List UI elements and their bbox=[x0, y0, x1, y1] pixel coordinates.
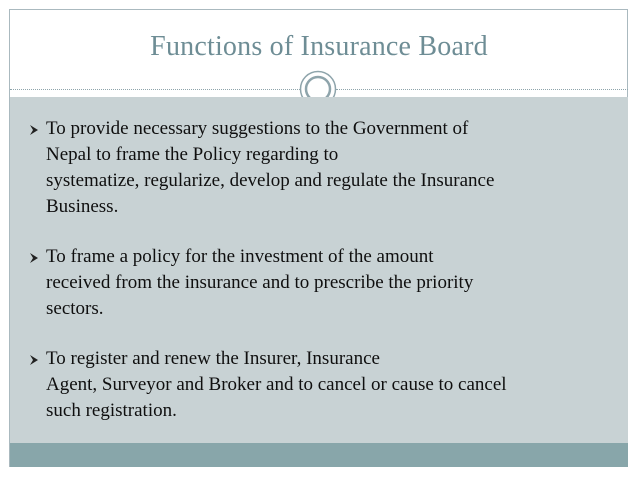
bullet-line: received from the insurance and to prescribe the priority bbox=[46, 272, 474, 293]
arrow-bullet-icon bbox=[28, 354, 40, 366]
list-item bbox=[28, 244, 608, 322]
bullet-line: Agent, Surveyor and Broker and to cancel or cause to cancel bbox=[46, 374, 507, 395]
slide-title: Functions of Insurance Board bbox=[150, 31, 488, 62]
bullet-line: Nepal to frame the Policy regarding to bbox=[46, 144, 339, 165]
arrow-bullet-icon bbox=[28, 124, 40, 136]
bullet-list bbox=[28, 116, 608, 424]
footer-bar bbox=[10, 443, 628, 467]
bullet-line: sectors. bbox=[46, 298, 104, 319]
content-area bbox=[10, 97, 628, 443]
bullet-line: such registration. bbox=[46, 400, 177, 421]
list-item bbox=[28, 116, 608, 220]
bullet-line: Business. bbox=[46, 196, 119, 217]
bullet-line: To provide necessary suggestions to the Government of bbox=[46, 118, 469, 139]
arrow-bullet-icon bbox=[28, 252, 40, 264]
bullet-line: To register and renew the Insurer, Insurance bbox=[46, 348, 380, 369]
bullet-line: To frame a policy for the investment of the amount bbox=[46, 246, 434, 267]
title-divider-right bbox=[336, 89, 628, 90]
title-divider-left bbox=[10, 89, 302, 90]
list-item bbox=[28, 346, 608, 424]
bullet-line: systematize, regularize, develop and regulate the Insurance bbox=[46, 170, 495, 191]
